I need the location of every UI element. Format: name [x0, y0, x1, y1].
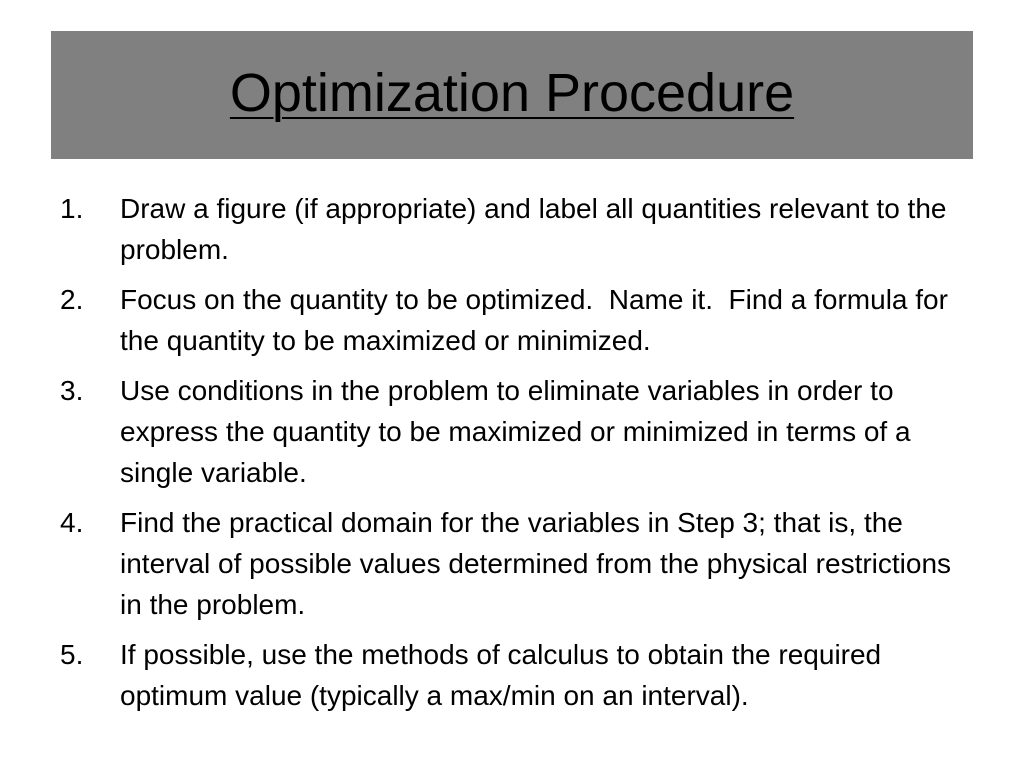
step-number: 2. — [60, 284, 84, 315]
step-item — [60, 634, 970, 716]
step-number: 5. — [60, 639, 84, 670]
step-text: Use conditions in the problem to eliminate variables in order to express the quantity to be maximized or minimized in terms of a single variable. — [120, 375, 911, 488]
title-bar — [51, 31, 973, 159]
step-text: Find the practical domain for the variables in Step 3; that is, the interval of possible values determined from the physical restrictions in the problem. — [120, 507, 952, 620]
step-number: 4. — [60, 507, 84, 538]
step-item — [60, 502, 970, 625]
step-number: 1. — [60, 193, 84, 224]
step-number: 3. — [60, 375, 84, 406]
step-item — [60, 370, 970, 493]
slide-title: Optimization Procedure — [229, 63, 795, 123]
step-text: Draw a figure (if appropriate) and label all quantities relevant to the problem. — [120, 193, 947, 265]
steps-list — [60, 188, 970, 725]
step-text: Focus on the quantity to be optimized. Name it. Find a formula for the quantity to be maximized or minimized. — [120, 284, 948, 356]
step-text: If possible, use the methods of calculus to obtain the required optimum value (typically a max/min on an interval). — [120, 639, 882, 711]
step-item — [60, 279, 970, 361]
step-item — [60, 188, 970, 270]
